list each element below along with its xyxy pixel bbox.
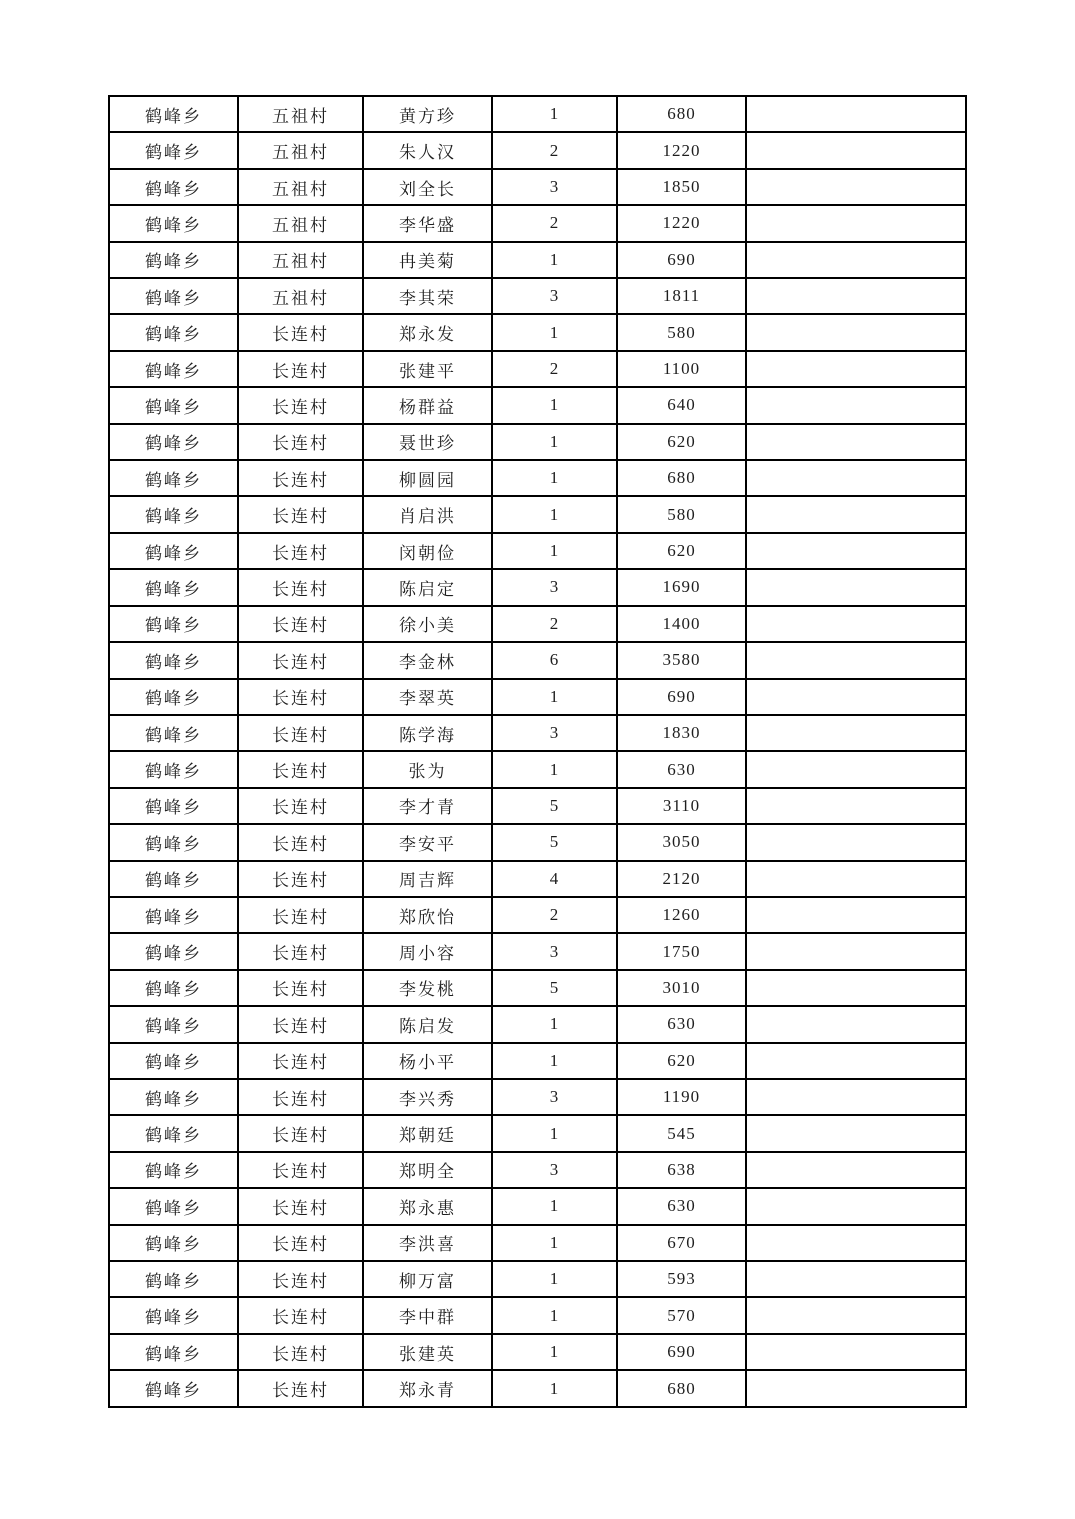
- count-cell: 1: [492, 679, 617, 715]
- count-cell: 2: [492, 897, 617, 933]
- village-cell: 长连村: [238, 970, 363, 1006]
- table-row: [109, 642, 966, 678]
- table-row: [109, 169, 966, 205]
- village-cell: 长连村: [238, 1043, 363, 1079]
- count-cell: 1: [492, 387, 617, 423]
- amount-cell: 1100: [617, 351, 746, 387]
- count-cell: 1: [492, 1006, 617, 1042]
- note-cell: [746, 460, 966, 496]
- name-cell: 杨群益: [363, 387, 492, 423]
- name-cell: 李安平: [363, 824, 492, 860]
- township-cell: 鹤峰乡: [109, 242, 238, 278]
- table-row: [109, 1079, 966, 1115]
- note-cell: [746, 824, 966, 860]
- count-cell: 1: [492, 533, 617, 569]
- amount-cell: 580: [617, 496, 746, 532]
- village-cell: 长连村: [238, 1370, 363, 1407]
- name-cell: 杨小平: [363, 1043, 492, 1079]
- count-cell: 5: [492, 970, 617, 1006]
- amount-cell: 1811: [617, 278, 746, 314]
- township-cell: 鹤峰乡: [109, 424, 238, 460]
- note-cell: [746, 351, 966, 387]
- note-cell: [746, 1006, 966, 1042]
- name-cell: 郑欣怡: [363, 897, 492, 933]
- village-cell: 长连村: [238, 788, 363, 824]
- township-cell: 鹤峰乡: [109, 861, 238, 897]
- count-cell: 1: [492, 242, 617, 278]
- township-cell: 鹤峰乡: [109, 533, 238, 569]
- table-row: [109, 205, 966, 241]
- village-cell: 五祖村: [238, 169, 363, 205]
- note-cell: [746, 751, 966, 787]
- township-cell: 鹤峰乡: [109, 970, 238, 1006]
- township-cell: 鹤峰乡: [109, 897, 238, 933]
- count-cell: 3: [492, 1079, 617, 1115]
- note-cell: [746, 169, 966, 205]
- count-cell: 4: [492, 861, 617, 897]
- name-cell: 张建平: [363, 351, 492, 387]
- township-cell: 鹤峰乡: [109, 278, 238, 314]
- count-cell: 1: [492, 1225, 617, 1261]
- name-cell: 陈启定: [363, 569, 492, 605]
- count-cell: 1: [492, 751, 617, 787]
- township-cell: 鹤峰乡: [109, 569, 238, 605]
- count-cell: 5: [492, 788, 617, 824]
- table-row: [109, 1188, 966, 1224]
- table-row: [109, 569, 966, 605]
- count-cell: 1: [492, 1043, 617, 1079]
- village-cell: 五祖村: [238, 278, 363, 314]
- name-cell: 柳圆园: [363, 460, 492, 496]
- amount-cell: 570: [617, 1297, 746, 1333]
- township-cell: 鹤峰乡: [109, 1079, 238, 1115]
- township-cell: 鹤峰乡: [109, 679, 238, 715]
- name-cell: 柳万富: [363, 1261, 492, 1297]
- township-cell: 鹤峰乡: [109, 1188, 238, 1224]
- note-cell: [746, 1115, 966, 1151]
- village-cell: 长连村: [238, 897, 363, 933]
- count-cell: 3: [492, 569, 617, 605]
- amount-cell: 3010: [617, 970, 746, 1006]
- note-cell: [746, 897, 966, 933]
- table-row: [109, 424, 966, 460]
- village-cell: 长连村: [238, 679, 363, 715]
- table-row: [109, 1225, 966, 1261]
- count-cell: 2: [492, 205, 617, 241]
- village-cell: 长连村: [238, 715, 363, 751]
- amount-cell: 1220: [617, 205, 746, 241]
- note-cell: [746, 970, 966, 1006]
- note-cell: [746, 1079, 966, 1115]
- village-cell: 长连村: [238, 314, 363, 350]
- township-cell: 鹤峰乡: [109, 496, 238, 532]
- count-cell: 3: [492, 715, 617, 751]
- village-cell: 长连村: [238, 1225, 363, 1261]
- amount-cell: 630: [617, 1188, 746, 1224]
- township-cell: 鹤峰乡: [109, 460, 238, 496]
- township-cell: 鹤峰乡: [109, 751, 238, 787]
- township-cell: 鹤峰乡: [109, 314, 238, 350]
- name-cell: 李兴秀: [363, 1079, 492, 1115]
- note-cell: [746, 1152, 966, 1188]
- note-cell: [746, 933, 966, 969]
- township-cell: 鹤峰乡: [109, 205, 238, 241]
- count-cell: 1: [492, 460, 617, 496]
- name-cell: 黄方珍: [363, 96, 492, 132]
- township-cell: 鹤峰乡: [109, 351, 238, 387]
- village-cell: 长连村: [238, 1152, 363, 1188]
- amount-cell: 593: [617, 1261, 746, 1297]
- amount-cell: 680: [617, 460, 746, 496]
- amount-cell: 1260: [617, 897, 746, 933]
- amount-cell: 690: [617, 1334, 746, 1370]
- name-cell: 聂世珍: [363, 424, 492, 460]
- village-cell: 长连村: [238, 861, 363, 897]
- amount-cell: 580: [617, 314, 746, 350]
- township-cell: 鹤峰乡: [109, 1225, 238, 1261]
- count-cell: 1: [492, 1188, 617, 1224]
- note-cell: [746, 1297, 966, 1333]
- village-cell: 长连村: [238, 569, 363, 605]
- name-cell: 李其荣: [363, 278, 492, 314]
- amount-cell: 630: [617, 751, 746, 787]
- name-cell: 郑永发: [363, 314, 492, 350]
- amount-cell: 1750: [617, 933, 746, 969]
- amount-cell: 670: [617, 1225, 746, 1261]
- village-cell: 长连村: [238, 933, 363, 969]
- township-cell: 鹤峰乡: [109, 132, 238, 168]
- roster-table: [108, 95, 967, 1408]
- township-cell: 鹤峰乡: [109, 1334, 238, 1370]
- note-cell: [746, 496, 966, 532]
- count-cell: 2: [492, 351, 617, 387]
- name-cell: 郑朝廷: [363, 1115, 492, 1151]
- township-cell: 鹤峰乡: [109, 1115, 238, 1151]
- village-cell: 长连村: [238, 751, 363, 787]
- name-cell: 朱人汉: [363, 132, 492, 168]
- amount-cell: 2120: [617, 861, 746, 897]
- township-cell: 鹤峰乡: [109, 387, 238, 423]
- township-cell: 鹤峰乡: [109, 1370, 238, 1407]
- amount-cell: 630: [617, 1006, 746, 1042]
- note-cell: [746, 1188, 966, 1224]
- amount-cell: 1850: [617, 169, 746, 205]
- count-cell: 1: [492, 424, 617, 460]
- village-cell: 长连村: [238, 606, 363, 642]
- note-cell: [746, 242, 966, 278]
- note-cell: [746, 569, 966, 605]
- amount-cell: 545: [617, 1115, 746, 1151]
- count-cell: 2: [492, 606, 617, 642]
- village-cell: 五祖村: [238, 96, 363, 132]
- table-row: [109, 824, 966, 860]
- count-cell: 1: [492, 1297, 617, 1333]
- note-cell: [746, 314, 966, 350]
- township-cell: 鹤峰乡: [109, 606, 238, 642]
- table-row: [109, 387, 966, 423]
- note-cell: [746, 96, 966, 132]
- village-cell: 长连村: [238, 1079, 363, 1115]
- name-cell: 张为: [363, 751, 492, 787]
- village-cell: 长连村: [238, 387, 363, 423]
- amount-cell: 640: [617, 387, 746, 423]
- name-cell: 闵朝俭: [363, 533, 492, 569]
- village-cell: 长连村: [238, 351, 363, 387]
- count-cell: 6: [492, 642, 617, 678]
- village-cell: 五祖村: [238, 132, 363, 168]
- count-cell: 2: [492, 132, 617, 168]
- table-row: [109, 1043, 966, 1079]
- village-cell: 长连村: [238, 533, 363, 569]
- amount-cell: 1690: [617, 569, 746, 605]
- name-cell: 陈学海: [363, 715, 492, 751]
- amount-cell: 620: [617, 424, 746, 460]
- township-cell: 鹤峰乡: [109, 715, 238, 751]
- amount-cell: 680: [617, 96, 746, 132]
- count-cell: 1: [492, 314, 617, 350]
- note-cell: [746, 861, 966, 897]
- table-row: [109, 715, 966, 751]
- table-row: [109, 460, 966, 496]
- village-cell: 长连村: [238, 1115, 363, 1151]
- note-cell: [746, 606, 966, 642]
- roster-table-body: [109, 96, 966, 1407]
- township-cell: 鹤峰乡: [109, 169, 238, 205]
- name-cell: 李才青: [363, 788, 492, 824]
- name-cell: 周小容: [363, 933, 492, 969]
- note-cell: [746, 715, 966, 751]
- village-cell: 长连村: [238, 1188, 363, 1224]
- name-cell: 陈启发: [363, 1006, 492, 1042]
- amount-cell: 1190: [617, 1079, 746, 1115]
- amount-cell: 3580: [617, 642, 746, 678]
- amount-cell: 620: [617, 533, 746, 569]
- note-cell: [746, 533, 966, 569]
- township-cell: 鹤峰乡: [109, 1152, 238, 1188]
- amount-cell: 690: [617, 679, 746, 715]
- village-cell: 长连村: [238, 642, 363, 678]
- table-row: [109, 1152, 966, 1188]
- township-cell: 鹤峰乡: [109, 788, 238, 824]
- note-cell: [746, 1261, 966, 1297]
- amount-cell: 620: [617, 1043, 746, 1079]
- count-cell: 3: [492, 1152, 617, 1188]
- table-row: [109, 1261, 966, 1297]
- name-cell: 李洪喜: [363, 1225, 492, 1261]
- name-cell: 肖启洪: [363, 496, 492, 532]
- township-cell: 鹤峰乡: [109, 1297, 238, 1333]
- village-cell: 长连村: [238, 496, 363, 532]
- name-cell: 郑明全: [363, 1152, 492, 1188]
- count-cell: 3: [492, 169, 617, 205]
- note-cell: [746, 679, 966, 715]
- village-cell: 长连村: [238, 460, 363, 496]
- township-cell: 鹤峰乡: [109, 933, 238, 969]
- count-cell: 1: [492, 1370, 617, 1407]
- table-row: [109, 132, 966, 168]
- note-cell: [746, 424, 966, 460]
- table-row: [109, 606, 966, 642]
- note-cell: [746, 1370, 966, 1407]
- township-cell: 鹤峰乡: [109, 1043, 238, 1079]
- count-cell: 1: [492, 96, 617, 132]
- name-cell: 李华盛: [363, 205, 492, 241]
- table-row: [109, 242, 966, 278]
- name-cell: 冉美菊: [363, 242, 492, 278]
- name-cell: 周吉辉: [363, 861, 492, 897]
- name-cell: 李中群: [363, 1297, 492, 1333]
- village-cell: 长连村: [238, 824, 363, 860]
- note-cell: [746, 278, 966, 314]
- name-cell: 李翠英: [363, 679, 492, 715]
- amount-cell: 1220: [617, 132, 746, 168]
- count-cell: 1: [492, 496, 617, 532]
- township-cell: 鹤峰乡: [109, 824, 238, 860]
- table-row: [109, 1006, 966, 1042]
- table-row: [109, 351, 966, 387]
- name-cell: 李金林: [363, 642, 492, 678]
- amount-cell: 638: [617, 1152, 746, 1188]
- count-cell: 3: [492, 933, 617, 969]
- count-cell: 3: [492, 278, 617, 314]
- amount-cell: 1830: [617, 715, 746, 751]
- table-row: [109, 970, 966, 1006]
- amount-cell: 1400: [617, 606, 746, 642]
- note-cell: [746, 788, 966, 824]
- note-cell: [746, 387, 966, 423]
- table-row: [109, 1334, 966, 1370]
- count-cell: 5: [492, 824, 617, 860]
- count-cell: 1: [492, 1334, 617, 1370]
- note-cell: [746, 205, 966, 241]
- table-row: [109, 788, 966, 824]
- village-cell: 长连村: [238, 1334, 363, 1370]
- table-row: [109, 1297, 966, 1333]
- note-cell: [746, 1334, 966, 1370]
- name-cell: 郑永青: [363, 1370, 492, 1407]
- table-row: [109, 496, 966, 532]
- note-cell: [746, 132, 966, 168]
- table-row: [109, 1115, 966, 1151]
- table-row: [109, 861, 966, 897]
- table-row: [109, 1370, 966, 1407]
- village-cell: 长连村: [238, 1297, 363, 1333]
- village-cell: 五祖村: [238, 205, 363, 241]
- table-row: [109, 897, 966, 933]
- note-cell: [746, 1043, 966, 1079]
- table-row: [109, 533, 966, 569]
- note-cell: [746, 1225, 966, 1261]
- township-cell: 鹤峰乡: [109, 96, 238, 132]
- table-row: [109, 679, 966, 715]
- table-row: [109, 96, 966, 132]
- village-cell: 长连村: [238, 1261, 363, 1297]
- amount-cell: 3110: [617, 788, 746, 824]
- table-row: [109, 278, 966, 314]
- amount-cell: 690: [617, 242, 746, 278]
- name-cell: 徐小美: [363, 606, 492, 642]
- note-cell: [746, 642, 966, 678]
- village-cell: 五祖村: [238, 242, 363, 278]
- village-cell: 长连村: [238, 424, 363, 460]
- table-row: [109, 751, 966, 787]
- township-cell: 鹤峰乡: [109, 1261, 238, 1297]
- name-cell: 张建英: [363, 1334, 492, 1370]
- amount-cell: 680: [617, 1370, 746, 1407]
- count-cell: 1: [492, 1261, 617, 1297]
- village-cell: 长连村: [238, 1006, 363, 1042]
- name-cell: 郑永惠: [363, 1188, 492, 1224]
- table-row: [109, 314, 966, 350]
- township-cell: 鹤峰乡: [109, 1006, 238, 1042]
- amount-cell: 3050: [617, 824, 746, 860]
- township-cell: 鹤峰乡: [109, 642, 238, 678]
- name-cell: 李发桃: [363, 970, 492, 1006]
- count-cell: 1: [492, 1115, 617, 1151]
- table-row: [109, 933, 966, 969]
- name-cell: 刘全长: [363, 169, 492, 205]
